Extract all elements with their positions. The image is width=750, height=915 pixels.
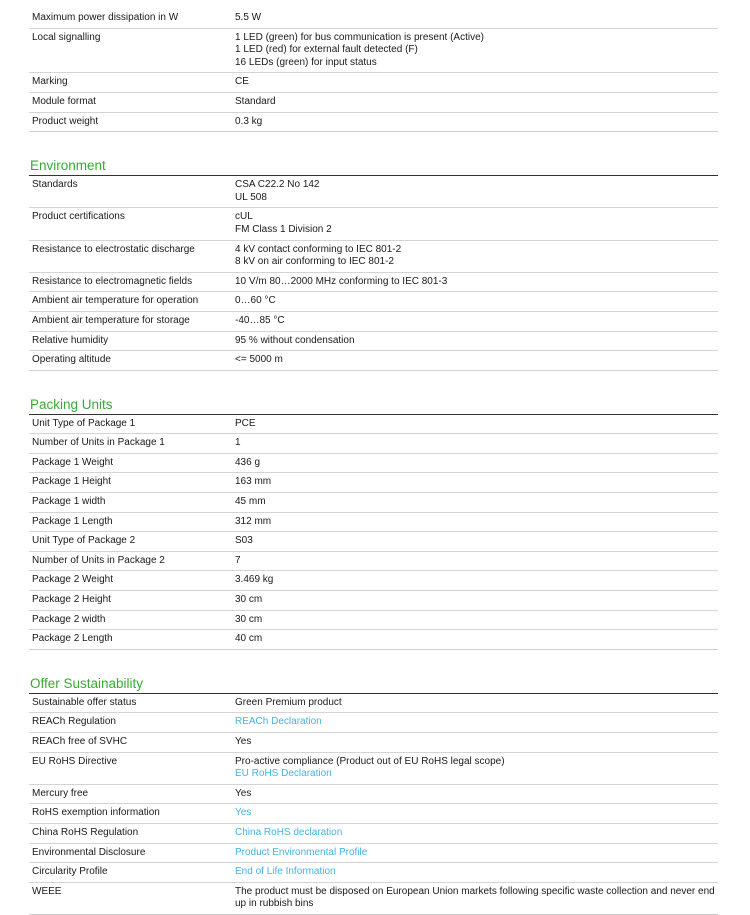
section-title-offer-sustainability: Offer Sustainability: [30, 675, 144, 691]
spec-label: REACh free of SVHC: [29, 733, 233, 753]
spec-row-package-2-height: [29, 591, 718, 611]
spec-row-sustainable-offer-status: [29, 693, 718, 713]
spec-value-line: 1: [235, 437, 241, 449]
spec-value-line: 8 kV on air conforming to IEC 801-2: [235, 256, 394, 268]
spec-label: Local signalling: [29, 28, 233, 73]
spec-value: [233, 784, 718, 804]
spec-row-package-1-length: [29, 512, 718, 532]
spec-value: [233, 571, 718, 591]
spec-value-line: UL 508: [235, 191, 267, 203]
spec-value-line: Yes: [235, 787, 252, 799]
spec-value-link[interactable]: Product Environmental Profile: [235, 846, 368, 858]
spec-table-packing-units: [29, 414, 718, 650]
spec-value-line: 45 mm: [235, 496, 266, 508]
spec-row-number-of-units-in-package-2: [29, 551, 718, 571]
section-spacer: [29, 371, 718, 397]
spec-label: WEEE: [29, 882, 233, 914]
spec-label: EU RoHS Directive: [29, 752, 233, 784]
spec-row-reach-free-of-svhc: [29, 733, 718, 753]
spec-value-line: 436 g: [235, 456, 261, 468]
spec-label: Unit Type of Package 2: [29, 532, 233, 552]
spec-label: Operating altitude: [29, 351, 233, 371]
spec-row-reach-regulation: [29, 713, 718, 733]
spec-value: [233, 630, 718, 650]
spec-label: Resistance to electrostatic discharge: [29, 240, 233, 272]
spec-row-circularity-profile: [29, 863, 718, 883]
spec-row-package-2-width: [29, 610, 718, 630]
spec-value-line: -40…85 °C: [235, 314, 285, 326]
spec-label: Module format: [29, 92, 233, 112]
spec-row-package-1-height: [29, 473, 718, 493]
spec-value: [233, 240, 718, 272]
spec-value-line: 1 LED (green) for bus communication is present (Active): [235, 31, 484, 43]
spec-value: [233, 473, 718, 493]
spec-row-operating-altitude: [29, 351, 718, 371]
spec-row-resistance-to-electromagnetic-fields: [29, 272, 718, 292]
spec-row-relative-humidity: [29, 331, 718, 351]
spec-value: [233, 493, 718, 513]
spec-value: [233, 512, 718, 532]
spec-value: [233, 532, 718, 552]
spec-value-line: Green Premium product: [235, 696, 342, 708]
spec-value-line: The product must be disposed on European Union markets following specific waste collection and never end up in rubbish bins: [235, 885, 715, 910]
spec-value: [233, 713, 718, 733]
spec-label: Product weight: [29, 112, 233, 132]
spec-value-link[interactable]: China RoHS declaration: [235, 826, 343, 838]
spec-row-weee: [29, 882, 718, 914]
spec-value: [233, 176, 718, 208]
spec-label: Product certifications: [29, 208, 233, 240]
spec-value-link[interactable]: End of Life Information: [235, 866, 336, 878]
spec-row-environmental-disclosure: [29, 843, 718, 863]
spec-row-unit-type-of-package-1: [29, 414, 718, 434]
spec-row-resistance-to-electrostatic-discharge: [29, 240, 718, 272]
spec-value: [233, 434, 718, 454]
spec-row-number-of-units-in-package-1: [29, 434, 718, 454]
spec-row-package-1-weight: [29, 453, 718, 473]
spec-value-link[interactable]: REACh Declaration: [235, 716, 322, 728]
spec-value-line: Pro-active compliance (Product out of EU RoHS legal scope): [235, 755, 505, 767]
section-title-packing-units: Packing Units: [30, 396, 113, 412]
spec-value-line: FM Class 1 Division 2: [235, 223, 332, 235]
spec-value-line: CE: [235, 76, 249, 88]
spec-value-line: Yes: [235, 736, 252, 747]
spec-label: Number of Units in Package 1: [29, 434, 233, 454]
spec-label: Mercury free: [29, 784, 233, 804]
spec-value-line: 95 % without condensation: [235, 334, 355, 346]
spec-table-offer-sustainability: [29, 693, 718, 915]
spec-label: Package 2 Weight: [29, 571, 233, 591]
spec-row-marking: [29, 73, 718, 93]
spec-label: Package 2 Length: [29, 630, 233, 650]
spec-label: Package 1 Weight: [29, 453, 233, 473]
spec-sections: [29, 132, 718, 915]
spec-label: Circularity Profile: [29, 863, 233, 883]
spec-label: Number of Units in Package 2: [29, 551, 233, 571]
spec-row-mercury-free: [29, 784, 718, 804]
section-spacer: [29, 650, 718, 676]
spec-value: [233, 73, 718, 93]
spec-row-local-signalling: [29, 28, 718, 73]
spec-label: Relative humidity: [29, 331, 233, 351]
spec-value: [233, 9, 718, 28]
spec-row-module-format: [29, 92, 718, 112]
spec-value-line: 163 mm: [235, 476, 272, 488]
spec-label: Package 1 Height: [29, 473, 233, 493]
spec-value: [233, 882, 718, 914]
spec-row-rohs-exemption-information: [29, 804, 718, 824]
spec-label: Package 1 Length: [29, 512, 233, 532]
spec-label: Resistance to electromagnetic fields: [29, 272, 233, 292]
spec-value: [233, 208, 718, 240]
spec-value-line: 0…60 °C: [235, 295, 276, 307]
spec-row-unit-type-of-package-2: [29, 532, 718, 552]
spec-label: China RoHS Regulation: [29, 823, 233, 843]
spec-value: [233, 752, 718, 784]
spec-row-standards: [29, 176, 718, 208]
spec-value: [233, 591, 718, 611]
section-title-environment: Environment: [30, 158, 106, 174]
spec-label: REACh Regulation: [29, 713, 233, 733]
spec-value-line: 10 V/m 80…2000 MHz conforming to IEC 801-3: [235, 275, 448, 287]
spec-label: Ambient air temperature for storage: [29, 311, 233, 331]
spec-value: [233, 414, 718, 434]
spec-value-line: PCE: [235, 417, 256, 429]
spec-row-package-2-weight: [29, 571, 718, 591]
spec-value: [233, 112, 718, 132]
spec-value-line: 0.3 kg: [235, 115, 263, 127]
spec-value-line: 40 cm: [235, 633, 263, 645]
spec-label: Marking: [29, 73, 233, 93]
spec-row-china-rohs-regulation: [29, 823, 718, 843]
spec-value: [233, 843, 718, 863]
spec-value-line: 30 cm: [235, 613, 263, 625]
spec-value: [233, 331, 718, 351]
spec-value: [233, 804, 718, 824]
spec-label: Standards: [29, 176, 233, 208]
spec-value: [233, 453, 718, 473]
spec-value-line: 3.469 kg: [235, 574, 274, 586]
spec-label: Package 2 Height: [29, 591, 233, 611]
spec-value: [233, 272, 718, 292]
spec-value: [233, 28, 718, 73]
spec-value-line: CSA C22.2 No 142: [235, 179, 320, 191]
spec-value-line: 4 kV contact conforming to IEC 801-2: [235, 243, 402, 255]
spec-value: [233, 823, 718, 843]
spec-row-package-2-length: [29, 630, 718, 650]
spec-value-line: 5.5 W: [235, 12, 262, 23]
spec-value: [233, 863, 718, 883]
spec-row-package-1-width: [29, 493, 718, 513]
spec-value: [233, 292, 718, 312]
spec-value-line: cUL: [235, 211, 253, 223]
spec-value: [233, 311, 718, 331]
spec-label: Maximum power dissipation in W: [29, 9, 233, 28]
spec-row-ambient-air-temperature-for-storage: [29, 311, 718, 331]
spec-value-line: S03: [235, 535, 253, 547]
spec-row-product-weight: [29, 112, 718, 132]
spec-label: Ambient air temperature for operation: [29, 292, 233, 312]
spec-label: Package 1 width: [29, 493, 233, 513]
spec-value-link[interactable]: Yes: [235, 807, 252, 819]
spec-row-product-certifications: [29, 208, 718, 240]
spec-value: [233, 92, 718, 112]
spec-table-environment: [29, 175, 718, 371]
spec-label: Sustainable offer status: [29, 693, 233, 713]
spec-value-link[interactable]: EU RoHS Declaration: [235, 768, 332, 780]
spec-value: [233, 733, 718, 753]
section-spacer: [29, 132, 718, 158]
spec-value-line: 16 LEDs (green) for input status: [235, 56, 377, 68]
spec-value: [233, 693, 718, 713]
spec-label: Unit Type of Package 1: [29, 414, 233, 434]
spec-label: RoHS exemption information: [29, 804, 233, 824]
spec-value-line: Standard: [235, 95, 276, 107]
spec-label: Environmental Disclosure: [29, 843, 233, 863]
spec-row-ambient-air-temperature-for-operation: [29, 292, 718, 312]
spec-value-line: 7: [235, 554, 241, 566]
spec-table-general: [29, 9, 718, 132]
spec-row-eu-rohs-directive: [29, 752, 718, 784]
spec-label: Package 2 width: [29, 610, 233, 630]
spec-value-line: 312 mm: [235, 515, 272, 527]
spec-value: [233, 351, 718, 371]
spec-value: [233, 610, 718, 630]
spec-value: [233, 551, 718, 571]
spec-value-line: <= 5000 m: [235, 354, 283, 366]
spec-row-maximum-power-dissipation-in-w: [29, 9, 718, 28]
spec-value-line: 30 cm: [235, 594, 263, 606]
spec-value-line: 1 LED (red) for external fault detected (F): [235, 44, 418, 56]
